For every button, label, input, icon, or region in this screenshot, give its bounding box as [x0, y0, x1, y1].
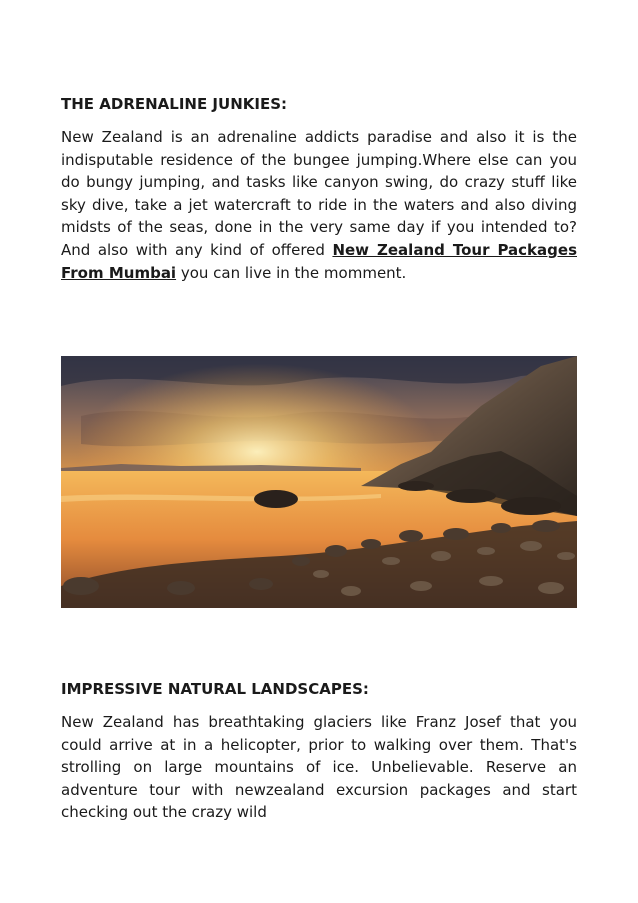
paragraph-text-end: you can live in the momment.: [176, 263, 407, 282]
section-heading-landscapes: IMPRESSIVE NATURAL LANDSCAPES:: [61, 680, 369, 698]
section-heading-adrenaline: THE ADRENALINE JUNKIES:: [61, 95, 288, 113]
sunset-coast-photo: [61, 356, 577, 608]
tour-packages-link[interactable]: New Zealand Tour Packages From Mumbai: [61, 240, 577, 282]
section-paragraph-landscapes: New Zealand has breathtaking glaciers like Franz Josef that you could arrive at in a helicopter, prior to walking over them. That's strolling on large mountains of ice. Unbelievable. Reserve an adventure tour with newzealand excursion packages and start checking out the crazy wild: [61, 713, 577, 822]
paragraph-text-start: New Zealand is an adrenaline addicts paradise and also it is the indisputable residence of the bungee jumping.Where else can you do bungy jumping, and tasks like canyon swing, do crazy stuff like sky dive, take a jet watercraft to ride in the waters and also diving midsts of the seas, done in the very same day if you intended to? And also with any kind of offered: [61, 128, 577, 259]
section-paragraph-adrenaline: [61, 126, 577, 284]
